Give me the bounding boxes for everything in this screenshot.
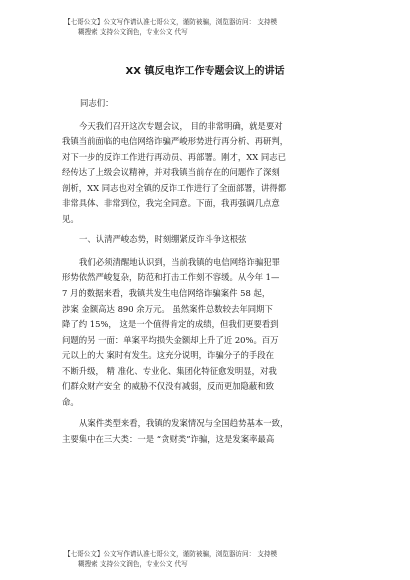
paragraph-line: 主要集中在三大类：一是 “贪财类”诈骗，这是发案率最高 bbox=[62, 433, 275, 444]
paragraph-line: 降了约 15%， 这是一个值得肯定的成绩，但我们更要看到 bbox=[62, 319, 279, 330]
paragraph-line: 元以上的大 案时有发生。这充分说明，诈骗分子的手段在 bbox=[62, 350, 275, 361]
paragraph-line: 问题的另 一面：单案平均损失金额却上升了近 20%。百万 bbox=[62, 334, 279, 345]
paragraph-line: 今天我们召开这次专题会议， 目的非常明确，就是要对 bbox=[79, 120, 283, 131]
page-footer bbox=[64, 549, 354, 569]
paragraph-line: 从案件类型来看，我镇的发案情况与全国趋势基本一致， bbox=[79, 418, 289, 429]
paragraph-line: 对下一步的反诈工作进行再动员、再部署。刚才，XX 同志已 bbox=[62, 151, 286, 162]
paragraph-line: 们群众财产安全 的威胁不仅没有减弱，反而更加隐蔽和致 bbox=[62, 381, 275, 392]
header-line-2: 糊搜索 支持公文润色，专业公文 代写 bbox=[78, 28, 188, 36]
document-body bbox=[62, 96, 350, 447]
paragraph-line: 涉案 金额高达 890 余万元。 虽然案件总数较去年同期下 bbox=[62, 303, 273, 314]
paragraph-1 bbox=[62, 119, 350, 228]
paragraph-line: 非常具体、非常到位，我完全同意。下面，我再强调几点意 bbox=[62, 198, 280, 209]
page-header bbox=[64, 17, 354, 37]
footer-line-2: 糊搜索 支持公文润色，专业公文 代写 bbox=[78, 560, 188, 568]
paragraph-2 bbox=[62, 255, 350, 410]
footer-line-1: 【七哥公文】公文写作请认准七哥公文，谨防被骗，浏览器访问： 支持模 bbox=[64, 550, 278, 558]
header-line-1: 【七哥公文】公文写作请认准七哥公文，谨防被骗，浏览器访问： 支持模 bbox=[64, 18, 278, 26]
section-heading-1: 一、认清严峻态势，时刻绷紧反诈斗争这根弦 bbox=[79, 234, 247, 245]
paragraph-line: 剖析，XX 同志也对全镇的反诈工作进行了全面部署，讲得都 bbox=[62, 182, 286, 193]
paragraph-line: 命。 bbox=[62, 396, 79, 407]
paragraph-line: 我镇当前面临的电信网络诈骗严峻形势进行再分析、再研判， bbox=[62, 136, 289, 147]
paragraph-line: 经传达了上级会议精神，并对我镇当前存在的问题作了深刻 bbox=[62, 167, 280, 178]
paragraph-line: 见。 bbox=[62, 213, 79, 224]
paragraph-3 bbox=[62, 416, 350, 447]
greeting: 同志们： bbox=[80, 98, 114, 108]
paragraph-line: 我们必须清醒地认识到，当前我镇的电信网络诈骗犯罪 bbox=[79, 256, 280, 267]
paragraph-line: 形势依然严峻复杂，防范和打击工作刻不容缓。从今年 1— bbox=[62, 272, 280, 283]
document-title: XX 镇反电诈工作专题会议上的讲话 bbox=[125, 66, 285, 77]
paragraph-line: 不断升级， 精 准化、专业化、集团化特征愈发明显，对我 bbox=[62, 365, 277, 376]
paragraph-line: 7 月的数据来看，我镇共发生电信网络诈骗案件 58 起， bbox=[62, 288, 271, 299]
